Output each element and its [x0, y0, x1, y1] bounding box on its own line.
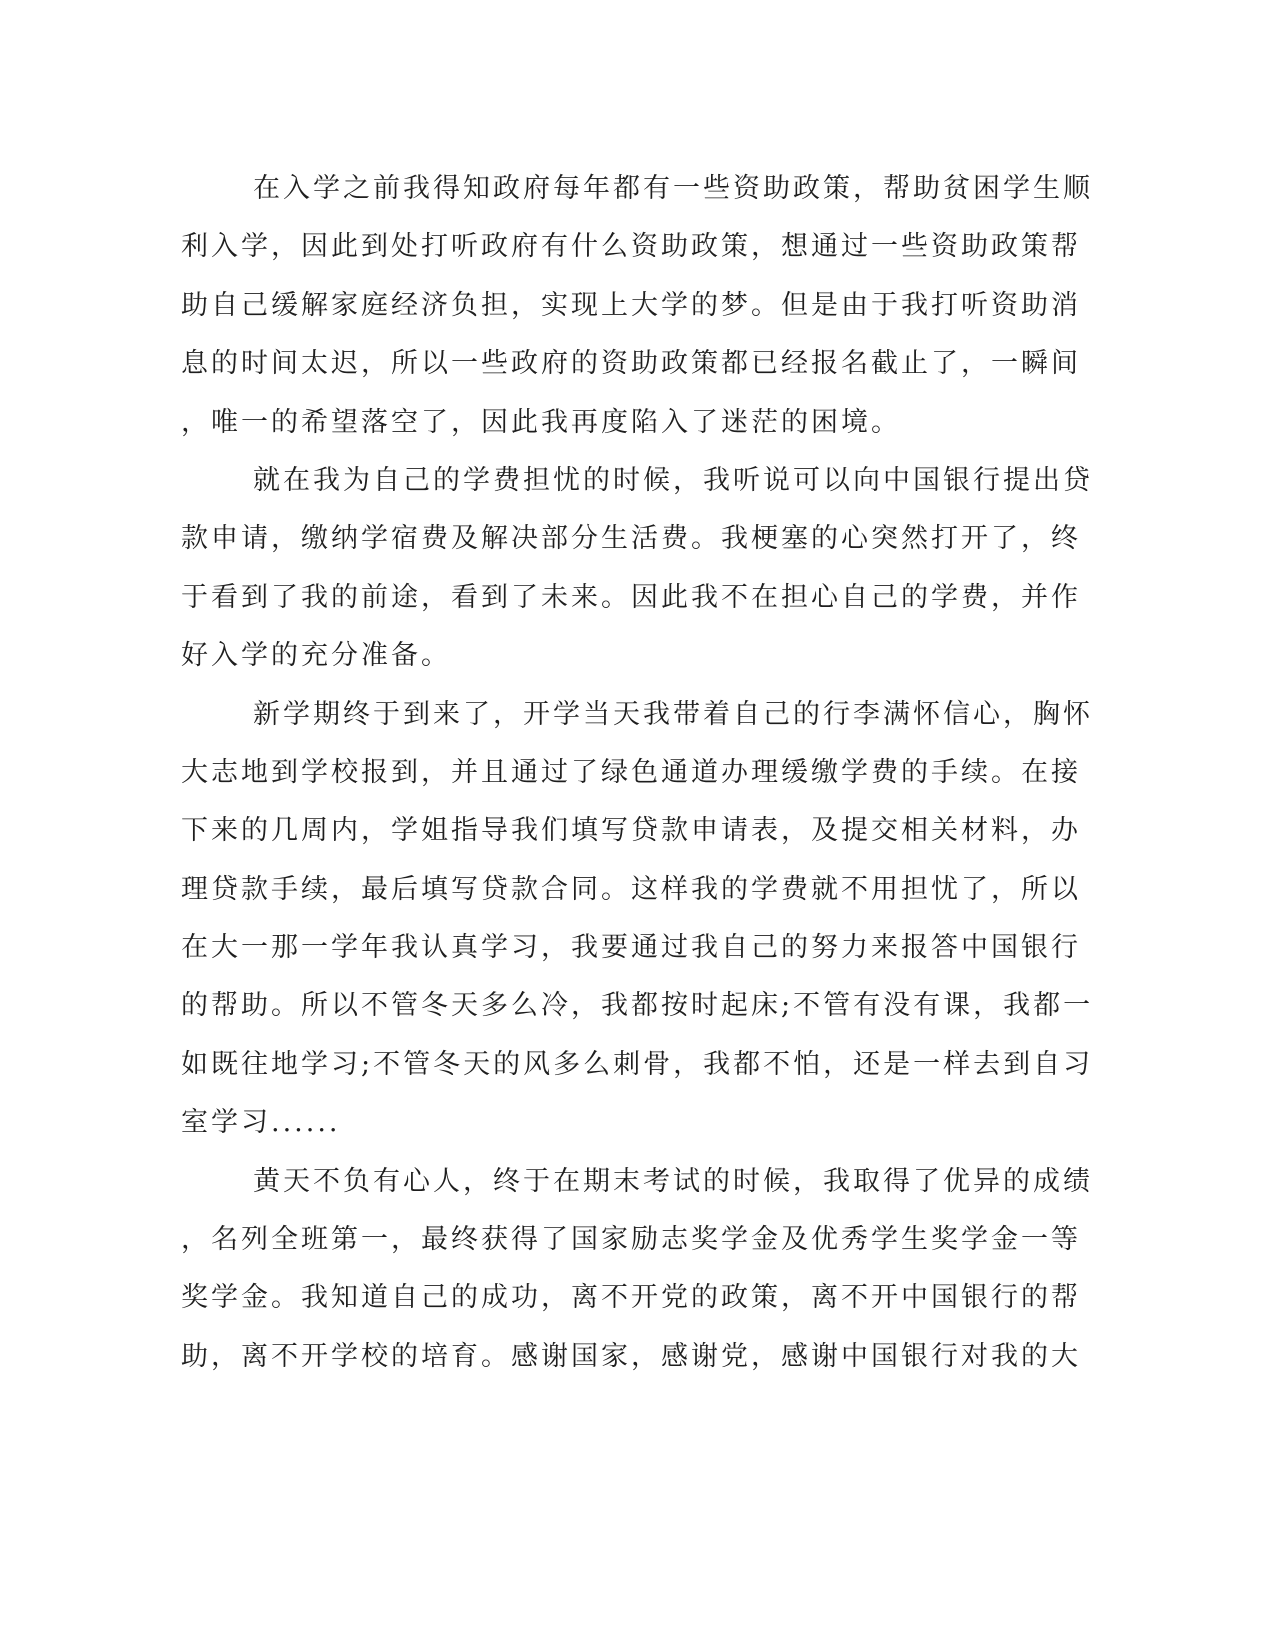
- paragraph-1: [181, 160, 1093, 452]
- text-line: 款申请，缴纳学宿费及解决部分生活费。我梗塞的心突然打开了，终: [181, 523, 1081, 555]
- text-line: 就在我为自己的学费担忧的时候，我听说可以向中国银行提出贷: [253, 464, 1093, 496]
- text-line: 新学期终于到来了，开学当天我带着自己的行李满怀信心，胸怀: [253, 698, 1093, 730]
- text-line: 好入学的充分准备。: [181, 640, 451, 672]
- text-line: 下来的几周内，学姐指导我们填写贷款申请表，及提交相关材料，办: [181, 815, 1081, 847]
- text-line: 息的时间太迟，所以一些政府的资助政策都已经报名截止了，一瞬间: [181, 348, 1081, 380]
- paragraph-2: [181, 452, 1093, 686]
- text-line: 在入学之前我得知政府每年都有一些资助政策，帮助贫困学生顺: [253, 173, 1093, 204]
- paragraph-3: [181, 686, 1094, 1153]
- text-line: 如既往地学习;不管冬天的风多么刺骨，我都不怕，还是一样去到自习: [181, 1048, 1094, 1080]
- text-line: 于看到了我的前途，看到了未来。因此我不在担心自己的学费，并作: [181, 581, 1081, 613]
- paragraph-4: [181, 1153, 1093, 1387]
- text-line: 在大一那一学年我认真学习，我要通过我自己的努力来报答中国银行: [181, 932, 1081, 964]
- text-line: 的帮助。所以不管冬天多么冷，我都按时起床;不管有没有课，我都一: [181, 990, 1094, 1022]
- text-line: 室学习......: [181, 1107, 341, 1139]
- text-line: ，唯一的希望落空了，因此我再度陷入了迷茫的困境。: [181, 406, 901, 438]
- text-line: ，名列全班第一，最终获得了国家励志奖学金及优秀学生奖学金一等: [181, 1224, 1081, 1256]
- text-line: 助自己缓解家庭经济负担，实现上大学的梦。但是由于我打听资助消: [181, 289, 1081, 321]
- document-body: [181, 160, 1094, 1386]
- text-line: 理贷款手续，最后填写贷款合同。这样我的学费就不用担忧了，所以: [181, 873, 1081, 905]
- text-line: 助，离不开学校的培育。感谢国家，感谢党，感谢中国银行对我的大: [181, 1340, 1081, 1372]
- text-line: 黄天不负有心人，终于在期末考试的时候，我取得了优异的成绩: [253, 1165, 1093, 1197]
- text-line: 大志地到学校报到，并且通过了绿色通道办理缓缴学费的手续。在接: [181, 756, 1081, 788]
- text-line: 奖学金。我知道自己的成功，离不开党的政策，离不开中国银行的帮: [181, 1282, 1081, 1314]
- text-line: 利入学，因此到处打听政府有什么资助政策，想通过一些资助政策帮: [181, 231, 1081, 263]
